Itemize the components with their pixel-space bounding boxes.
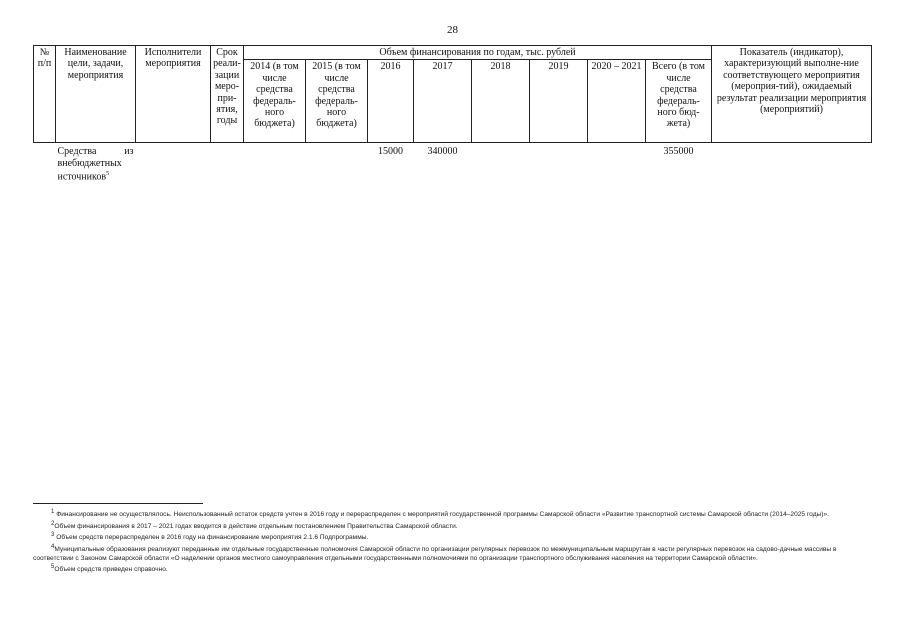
header-term: Срок реали-зации меро-при-ятия, годы bbox=[211, 46, 244, 143]
page-number: 28 bbox=[447, 24, 458, 36]
header-year-2014: 2014 (в том числе средства федераль-ного бюджета) bbox=[244, 60, 306, 143]
header-name: Наименование цели, задачи, мероприятия bbox=[56, 46, 136, 143]
footnote-4: $^4$Муниципальные образования реализуют переданные им отдельные государственные полномочия Самарской области по организации регулярных перевозок по межмуниципальным маршрутам в части регулярных перевозок на садово-дачные массивы в соответствии с Законом Самарской области «О наделении органов местного самоуправления отдельными государственными полномочиями по организации транспортного обслуживания населения на территории Самарской области». bbox=[33, 544, 837, 562]
header-financing: Объем финансирования по годам, тыс. рублей bbox=[244, 46, 712, 60]
footnote-divider bbox=[33, 503, 203, 504]
footnote-5: $^5$Объем средств приведен справочно. bbox=[51, 564, 168, 574]
value-2017: 340000 bbox=[414, 143, 472, 184]
header-year-2018: 2018 bbox=[472, 60, 530, 143]
header-year-2016: 2016 bbox=[368, 60, 414, 143]
footnotes bbox=[33, 508, 871, 575]
header-executors: Исполнители мероприятия bbox=[136, 46, 211, 143]
header-year-2017: 2017 bbox=[414, 60, 472, 143]
financing-table bbox=[33, 45, 872, 184]
footnote-3: $^3$ Объем средств перераспределен в 2016 году на финансирование мероприятия 2.1.6 Подпрограммы. bbox=[51, 532, 369, 542]
footnote-2: $^2$Объем финансирования в 2017 – 2021 годах вводится в действие отдельным постановлением Правительства Самарской области. bbox=[51, 520, 458, 530]
value-2016: 15000 bbox=[368, 143, 414, 184]
header-no: № п/п bbox=[34, 46, 56, 143]
header-total: Всего (в том числе средства федераль-ного бюд-жета) bbox=[646, 60, 712, 143]
header-row-1 bbox=[34, 46, 872, 60]
header-year-2019: 2019 bbox=[530, 60, 588, 143]
header-year-2020-2021: 2020 – 2021 bbox=[588, 60, 646, 143]
header-year-2015: 2015 (в том числе средства федераль-ного бюджета) bbox=[306, 60, 368, 143]
value-total: 355000 bbox=[646, 143, 712, 184]
footnote-1: $^1$ Финансирование не осуществлялось. Неиспользованный остаток средств учтен в 2016 году и перераспределен с мероприятий государственной программы Самарской области «Развитие транспортной системы Самарской области (2014–2025 годы)». bbox=[51, 509, 829, 519]
table-row bbox=[34, 143, 872, 184]
header-indicator: Показатель (индикатор), характеризующий выполне-ние соответствующего мероприятия (мероприя-тий), ожидаемый результат реализации мероприятия (мероприятий) bbox=[712, 46, 872, 143]
row-name: Средства из внебюджетных источников$^5$ bbox=[56, 143, 136, 184]
